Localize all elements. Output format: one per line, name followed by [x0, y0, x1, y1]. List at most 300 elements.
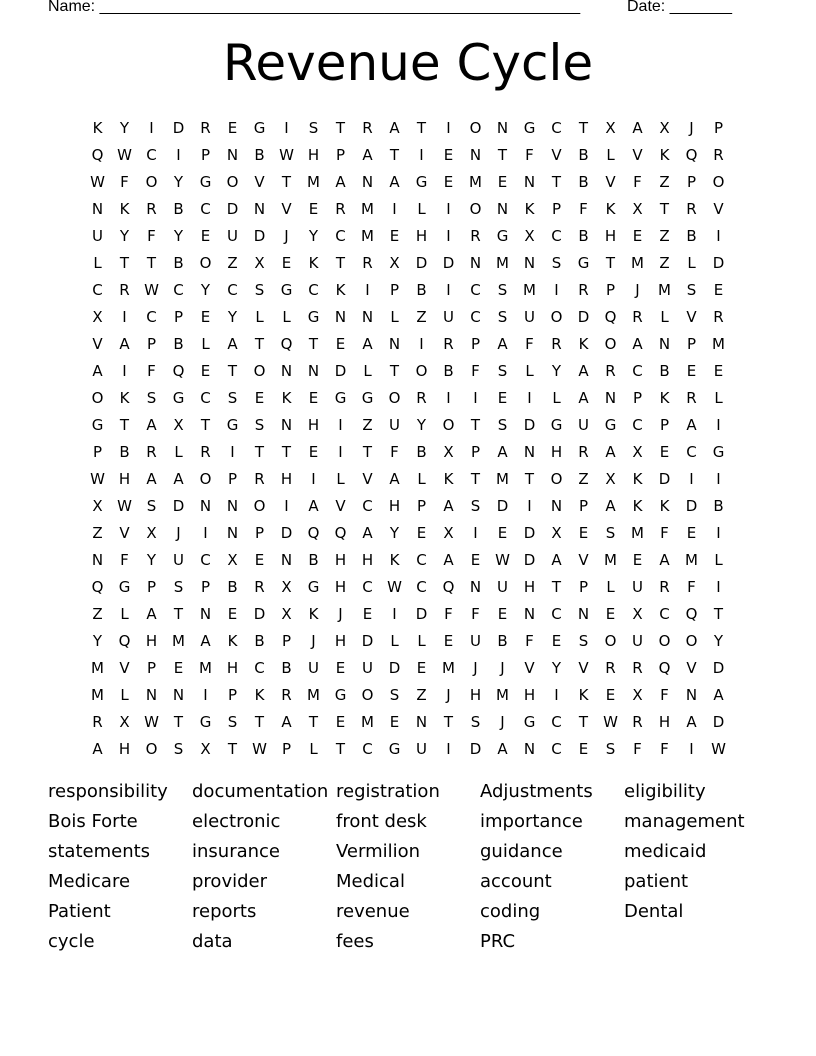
grid-letter: R — [281, 685, 292, 704]
grid-letter: R — [416, 388, 427, 407]
grid-letter: T — [578, 118, 589, 137]
grid-letter: I — [716, 523, 721, 542]
grid-letter: G — [172, 388, 185, 407]
grid-letter: M — [685, 550, 698, 569]
grid-letter: F — [660, 523, 669, 542]
grid-letter: E — [470, 550, 481, 569]
grid-letter: G — [361, 388, 374, 407]
grid-letter: I — [284, 496, 289, 515]
grid-letter: R — [200, 118, 211, 137]
grid-letter: V — [281, 199, 292, 218]
grid-letter: F — [687, 577, 696, 596]
grid-letter: B — [254, 631, 265, 650]
grid-letter: N — [334, 307, 347, 326]
grid-letter: H — [388, 496, 401, 515]
word-bank-item: patient — [624, 871, 689, 892]
grid-letter: Q — [685, 145, 698, 164]
grid-letter: T — [470, 415, 481, 434]
word-bank-item: medicaid — [624, 841, 707, 862]
grid-letter: W — [495, 550, 510, 569]
grid-letter: A — [200, 631, 211, 650]
grid-letter: Z — [659, 172, 670, 191]
grid-letter: D — [226, 199, 239, 218]
grid-letter: F — [444, 604, 453, 623]
grid-letter: I — [716, 469, 721, 488]
grid-letter: L — [336, 469, 345, 488]
grid-letter: B — [578, 226, 589, 245]
grid-letter: R — [146, 442, 157, 461]
grid-letter: Q — [307, 523, 320, 542]
grid-letter: F — [633, 739, 642, 758]
grid-letter: X — [632, 604, 643, 623]
grid-letter: E — [497, 172, 508, 191]
grid-letter: F — [390, 442, 399, 461]
grid-letter: C — [551, 712, 562, 731]
grid-letter: D — [523, 415, 536, 434]
grid-letter: W — [387, 577, 402, 596]
grid-letter: V — [578, 658, 589, 677]
grid-letter: D — [253, 604, 266, 623]
grid-letter: K — [578, 334, 589, 353]
grid-letter: L — [714, 388, 723, 407]
grid-letter: M — [496, 469, 509, 488]
grid-letter: F — [660, 685, 669, 704]
grid-letter: T — [443, 712, 454, 731]
grid-letter: M — [496, 685, 509, 704]
word-bank-item: eligibility — [624, 781, 706, 802]
grid-letter: I — [446, 280, 451, 299]
grid-letter: E — [254, 388, 265, 407]
grid-letter: C — [362, 577, 373, 596]
grid-letter: X — [605, 118, 616, 137]
grid-letter: V — [551, 145, 562, 164]
grid-letter: N — [604, 388, 617, 407]
grid-letter: E — [443, 172, 454, 191]
grid-letter: K — [308, 604, 319, 623]
grid-letter: E — [713, 361, 724, 380]
grid-letter: V — [92, 334, 103, 353]
grid-letter: O — [604, 631, 617, 650]
grid-letter: E — [443, 145, 454, 164]
grid-letter: Z — [659, 253, 670, 272]
grid-letter: K — [389, 550, 400, 569]
grid-letter: S — [497, 361, 508, 380]
grid-letter: H — [523, 577, 536, 596]
grid-letter: U — [470, 631, 481, 650]
grid-letter: O — [415, 361, 428, 380]
grid-letter: O — [145, 739, 158, 758]
grid-letter: X — [659, 118, 670, 137]
grid-letter: E — [659, 442, 670, 461]
grid-letter: Z — [659, 226, 670, 245]
grid-letter: K — [524, 199, 535, 218]
grid-letter: L — [417, 469, 426, 488]
word-bank-item: statements — [48, 841, 151, 862]
grid-letter: I — [149, 118, 154, 137]
grid-letter: G — [712, 442, 725, 461]
grid-letter: N — [361, 307, 374, 326]
grid-letter: Q — [604, 307, 617, 326]
grid-letter: J — [689, 118, 694, 137]
grid-letter: X — [146, 523, 157, 542]
name-field-label: Name: ______________________________________________________ — [48, 0, 581, 15]
grid-letter: R — [713, 307, 724, 326]
grid-letter: L — [417, 199, 426, 218]
grid-letter: W — [144, 280, 159, 299]
grid-letter: I — [716, 415, 721, 434]
grid-letter: G — [523, 712, 536, 731]
grid-letter: F — [633, 172, 642, 191]
grid-letter: K — [578, 685, 589, 704]
grid-letter: E — [497, 388, 508, 407]
grid-letter: P — [227, 469, 238, 488]
grid-letter: O — [199, 253, 212, 272]
grid-letter: Q — [172, 361, 185, 380]
grid-letter: O — [145, 172, 158, 191]
grid-letter: K — [119, 199, 130, 218]
grid-letter: P — [146, 658, 157, 677]
grid-letter: U — [227, 226, 238, 245]
grid-letter: F — [525, 334, 534, 353]
grid-letter: U — [443, 307, 454, 326]
grid-letter: C — [254, 658, 265, 677]
grid-letter: T — [416, 118, 427, 137]
grid-letter: D — [253, 226, 266, 245]
grid-letter: D — [496, 496, 509, 515]
grid-letter: A — [497, 442, 508, 461]
grid-letter: J — [446, 685, 451, 704]
grid-letter: Y — [119, 226, 130, 245]
grid-letter: L — [282, 307, 291, 326]
grid-letter: E — [335, 334, 346, 353]
grid-letter: P — [713, 118, 724, 137]
grid-letter: G — [307, 577, 320, 596]
grid-letter: F — [120, 550, 129, 569]
grid-letter: R — [605, 361, 616, 380]
grid-letter: S — [173, 739, 184, 758]
grid-letter: S — [551, 253, 562, 272]
grid-letter: T — [173, 604, 184, 623]
grid-letter: M — [199, 658, 212, 677]
grid-letter: P — [254, 523, 265, 542]
grid-letter: B — [173, 334, 184, 353]
grid-letter: I — [554, 685, 559, 704]
grid-letter: U — [389, 415, 400, 434]
grid-letter: M — [361, 712, 374, 731]
grid-letter: T — [146, 253, 157, 272]
grid-letter: X — [443, 523, 454, 542]
grid-letter: V — [254, 172, 265, 191]
grid-letter: U — [416, 739, 427, 758]
grid-letter: U — [362, 658, 373, 677]
grid-letter: C — [200, 388, 211, 407]
word-bank-item: cycle — [48, 931, 95, 952]
grid-letter: E — [227, 604, 238, 623]
grid-letter: D — [577, 307, 590, 326]
grid-letter: M — [91, 658, 104, 677]
grid-letter: Z — [416, 685, 427, 704]
grid-letter: J — [473, 658, 478, 677]
grid-letter: A — [92, 739, 103, 758]
grid-letter: T — [362, 442, 373, 461]
grid-letter: O — [712, 172, 725, 191]
grid-letter: R — [470, 226, 481, 245]
grid-letter: E — [605, 604, 616, 623]
grid-letter: M — [361, 199, 374, 218]
grid-letter: L — [120, 685, 129, 704]
grid-letter: H — [280, 469, 293, 488]
grid-letter: Q — [442, 577, 455, 596]
grid-letter: R — [200, 442, 211, 461]
grid-letter: G — [523, 118, 536, 137]
grid-letter: C — [173, 280, 184, 299]
grid-letter: C — [308, 280, 319, 299]
grid-letter: M — [523, 280, 536, 299]
grid-letter: I — [338, 442, 343, 461]
grid-letter: E — [254, 550, 265, 569]
grid-letter: D — [658, 469, 671, 488]
grid-letter: B — [308, 550, 319, 569]
grid-letter: H — [550, 442, 563, 461]
grid-letter: W — [711, 739, 726, 758]
grid-letter: C — [659, 604, 670, 623]
grid-letter: E — [713, 280, 724, 299]
grid-letter: A — [362, 523, 373, 542]
grid-letter: I — [284, 118, 289, 137]
grid-letter: Q — [685, 604, 698, 623]
grid-letter: K — [443, 469, 454, 488]
grid-letter: I — [419, 334, 424, 353]
grid-letter: A — [551, 550, 562, 569]
grid-letter: B — [659, 361, 670, 380]
grid-letter: Y — [146, 550, 157, 569]
grid-letter: T — [308, 712, 319, 731]
word-bank-item: Adjustments — [480, 781, 593, 802]
grid-letter: E — [632, 550, 643, 569]
grid-letter: X — [524, 226, 535, 245]
grid-letter: I — [392, 604, 397, 623]
grid-letter: N — [550, 496, 563, 515]
grid-letter: O — [253, 361, 266, 380]
grid-letter: J — [176, 523, 181, 542]
grid-letter: H — [145, 631, 158, 650]
grid-letter: R — [659, 577, 670, 596]
grid-letter: U — [92, 226, 103, 245]
grid-letter: C — [416, 550, 427, 569]
grid-letter: I — [446, 199, 451, 218]
grid-letter: A — [362, 145, 373, 164]
grid-letter: E — [389, 712, 400, 731]
word-bank-item: Medicare — [48, 871, 131, 892]
grid-letter: F — [120, 172, 129, 191]
grid-letter: I — [419, 145, 424, 164]
grid-letter: R — [713, 145, 724, 164]
word-bank-item: fees — [336, 931, 374, 952]
grid-letter: N — [307, 361, 320, 380]
grid-letter: I — [527, 496, 532, 515]
grid-letter: M — [307, 685, 320, 704]
grid-letter: A — [605, 442, 616, 461]
grid-letter: X — [227, 550, 238, 569]
grid-letter: R — [551, 334, 562, 353]
grid-letter: N — [469, 145, 482, 164]
grid-letter: L — [606, 145, 615, 164]
grid-letter: P — [200, 145, 211, 164]
grid-letter: P — [686, 334, 697, 353]
grid-letter: C — [92, 280, 103, 299]
grid-letter: W — [90, 172, 105, 191]
grid-letter: U — [173, 550, 184, 569]
grid-letter: A — [389, 469, 400, 488]
grid-letter: O — [658, 631, 671, 650]
grid-letter: F — [147, 361, 156, 380]
grid-letter: T — [551, 172, 562, 191]
grid-letter: X — [605, 469, 616, 488]
grid-letter: B — [686, 226, 697, 245]
grid-letter: D — [712, 253, 725, 272]
grid-letter: O — [253, 496, 266, 515]
grid-letter: K — [92, 118, 103, 137]
grid-letter: R — [146, 199, 157, 218]
grid-letter: N — [496, 118, 509, 137]
grid-letter: A — [92, 361, 103, 380]
word-bank-item: insurance — [192, 841, 281, 862]
grid-letter: D — [172, 118, 185, 137]
grid-letter: A — [686, 415, 697, 434]
grid-letter: A — [443, 550, 454, 569]
grid-letter: G — [118, 577, 131, 596]
grid-letter: E — [686, 361, 697, 380]
grid-letter: V — [362, 469, 373, 488]
grid-letter: I — [122, 361, 127, 380]
grid-letter: C — [632, 361, 643, 380]
grid-letter: I — [716, 577, 721, 596]
grid-letter: B — [578, 145, 589, 164]
grid-letter: E — [308, 199, 319, 218]
grid-letter: E — [605, 685, 616, 704]
grid-letter: G — [334, 388, 347, 407]
grid-letter: K — [281, 388, 292, 407]
grid-letter: C — [335, 226, 346, 245]
grid-letter: W — [144, 712, 159, 731]
grid-letter: N — [658, 334, 671, 353]
grid-letter: Y — [416, 415, 427, 434]
grid-letter: R — [686, 388, 697, 407]
grid-letter: C — [551, 604, 562, 623]
grid-letter: R — [92, 712, 103, 731]
grid-letter: N — [145, 685, 158, 704]
grid-letter: S — [497, 280, 508, 299]
grid-letter: Y — [119, 118, 130, 137]
grid-letter: T — [335, 118, 346, 137]
grid-letter: W — [603, 712, 618, 731]
grid-letter: C — [470, 307, 481, 326]
grid-letter: A — [335, 172, 346, 191]
word-bank-item: Medical — [336, 871, 405, 892]
grid-letter: Y — [200, 280, 211, 299]
grid-letter: L — [552, 388, 561, 407]
grid-letter: L — [174, 442, 183, 461]
grid-letter: E — [200, 361, 211, 380]
grid-letter: A — [173, 469, 184, 488]
grid-letter: Z — [362, 415, 373, 434]
grid-letter: M — [91, 685, 104, 704]
word-bank-item: front desk — [336, 811, 427, 832]
grid-letter: H — [361, 550, 374, 569]
grid-letter: I — [446, 388, 451, 407]
grid-letter: X — [281, 604, 292, 623]
grid-letter: B — [173, 253, 184, 272]
grid-letter: D — [334, 361, 347, 380]
grid-letter: J — [284, 226, 289, 245]
grid-letter: E — [308, 442, 319, 461]
grid-letter: D — [415, 604, 428, 623]
grid-letter: N — [172, 685, 185, 704]
grid-letter: P — [578, 496, 589, 515]
grid-letter: G — [496, 226, 509, 245]
word-bank-item: importance — [480, 811, 583, 832]
grid-letter: E — [416, 658, 427, 677]
grid-letter: Y — [173, 226, 184, 245]
grid-letter: V — [713, 199, 724, 218]
grid-letter: B — [119, 442, 130, 461]
grid-letter: N — [226, 145, 239, 164]
grid-letter: N — [226, 496, 239, 515]
grid-letter: K — [335, 280, 346, 299]
word-bank-item: guidance — [480, 841, 563, 862]
grid-letter: A — [686, 712, 697, 731]
grid-letter: L — [390, 631, 399, 650]
grid-letter: L — [687, 253, 696, 272]
grid-letter: S — [605, 739, 616, 758]
grid-letter: P — [632, 388, 643, 407]
grid-letter: E — [497, 604, 508, 623]
grid-letter: U — [578, 415, 589, 434]
word-bank-item: Vermilion — [336, 841, 421, 862]
grid-letter: T — [470, 469, 481, 488]
grid-letter: H — [226, 658, 239, 677]
grid-letter: U — [632, 631, 643, 650]
grid-letter: E — [389, 226, 400, 245]
grid-letter: P — [281, 739, 292, 758]
grid-letter: L — [417, 631, 426, 650]
grid-letter: R — [632, 712, 643, 731]
grid-letter: H — [307, 415, 320, 434]
grid-letter: X — [173, 415, 184, 434]
grid-letter: B — [713, 496, 724, 515]
grid-letter: D — [469, 739, 482, 758]
grid-letter: F — [579, 199, 588, 218]
grid-letter: F — [471, 604, 480, 623]
grid-letter: E — [200, 307, 211, 326]
grid-letter: R — [254, 469, 265, 488]
grid-letter: Q — [118, 631, 131, 650]
grid-letter: S — [254, 280, 265, 299]
word-bank-item: responsibility — [48, 781, 168, 802]
grid-letter: A — [497, 334, 508, 353]
grid-letter: A — [443, 496, 454, 515]
grid-letter: I — [122, 307, 127, 326]
grid-letter: N — [253, 199, 266, 218]
grid-letter: B — [416, 442, 427, 461]
grid-letter: M — [496, 253, 509, 272]
grid-letter: A — [281, 712, 292, 731]
grid-letter: O — [361, 685, 374, 704]
grid-letter: O — [388, 388, 401, 407]
grid-letter: Z — [416, 307, 427, 326]
grid-letter: Y — [173, 172, 184, 191]
grid-letter: H — [307, 145, 320, 164]
